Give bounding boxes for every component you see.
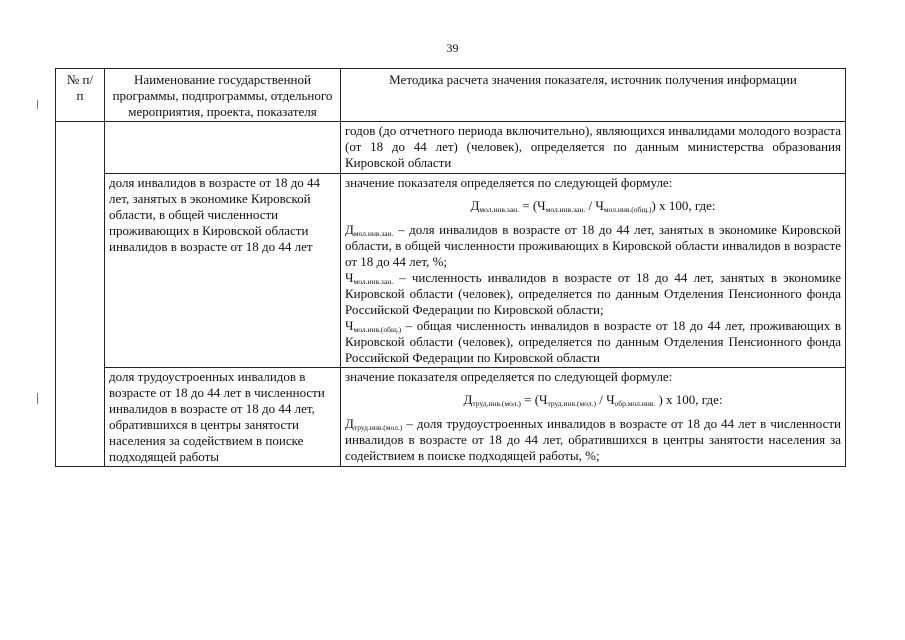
scan-margin-mark-top (37, 100, 38, 109)
page-number: 39 (446, 41, 459, 55)
formula-intro: значение показателя определяется по следующей формуле: (345, 175, 673, 190)
row-method-cell (341, 174, 846, 368)
formula-definition: $Ч_{мол.инв.зан.}$ – численность инвалидов в возрасте от 18 до 44 лет, занятых в экономике Кировской области (человек), определяется по данным Отделения Пенсионного фонда Российской Федерации по Кировской области; (345, 270, 841, 317)
row-method-cell: годов (до отчетного периода включительно), являющихся инвалидами молодого возраста (от 18 до 44 лет) (человек), определяется по данным министерства образования Кировской области (341, 122, 846, 174)
header-number: № п/п (56, 69, 105, 122)
formula-definition: $Д_{труд.инв.(мол.)}$ – доля трудоустроенных инвалидов в возрасте от 18 до 44 лет в численности инвалидов в возрасте от 18 до 44 лет, обратившихся в центры занятости населения за содействием в поиске подходящей работы, %; (345, 416, 841, 463)
row-name-cell: доля трудоустроенных инвалидов в возрасте от 18 до 44 лет в численности инвалидов в возрасте от 18 до 44 лет, обратившихся в центры занятости населения за содействием в поиске подходящей работы (105, 368, 341, 467)
table-row (56, 122, 846, 174)
header-method: Методика расчета значения показателя, источник получения информации (341, 69, 846, 122)
formula: $Д_{мол.инв.зан.} = (Ч_{мол.инв.зан.} / Ч_{мол.инв.(общ.)})$ х 100, где: (470, 198, 716, 214)
table-row (56, 174, 846, 368)
formula-definition: $Д_{мол.инв.зан.}$ – доля инвалидов в возрасте от 18 до 44 лет, занятых в экономике Кировской области, в общей численности проживающих в Кировской области инвалидов в возрасте от 18 до 44 лет, %; (345, 222, 841, 269)
row-number-cell (56, 122, 105, 467)
row-name-cell (105, 122, 341, 174)
table-header-row (56, 69, 846, 122)
row-name-cell: доля инвалидов в возрасте от 18 до 44 лет, занятых в экономике Кировской области, в общей численности проживающих в Кировской области инвалидов в возрасте от 18 до 44 лет (105, 174, 341, 368)
indicator-table (55, 68, 846, 467)
scan-margin-mark-bottom (37, 393, 38, 404)
formula: $Д_{труд.инв.(мол.)} = (Ч_{труд.инв.(мол.)} / Ч_{обр.мол.инв.}$ ) х 100, где: (463, 392, 723, 408)
row-method-cell (341, 368, 846, 467)
formula-definition: $Ч_{мол.инв.(общ.)}$ – общая численность инвалидов в возрасте от 18 до 44 лет, проживающих в Кировской области (человек), определяется по данным Отделения Пенсионного фонда Российской Федерации по Кировской области (345, 318, 841, 365)
header-name: Наименование государственной программы, подпрограммы, отдельного мероприятия, проекта, показателя (105, 69, 341, 122)
table-row (56, 368, 846, 467)
formula-intro: значение показателя определяется по следующей формуле: (345, 369, 673, 384)
